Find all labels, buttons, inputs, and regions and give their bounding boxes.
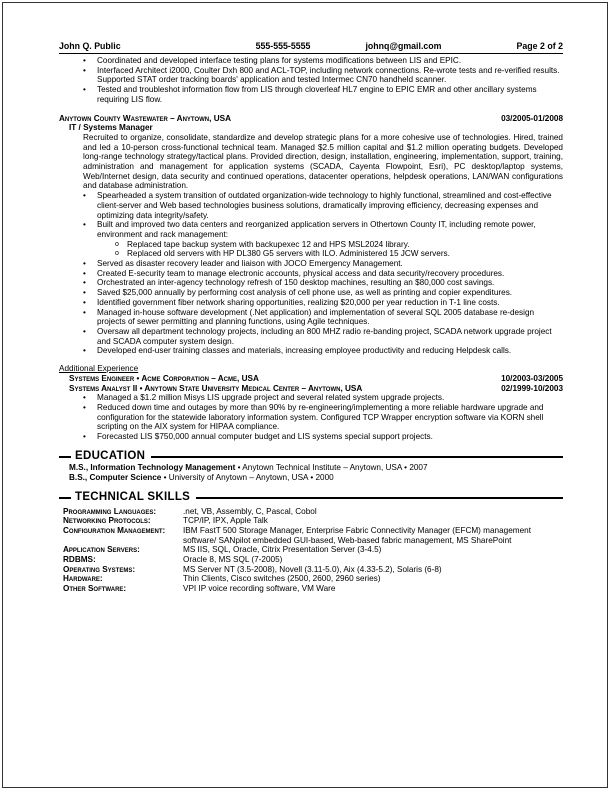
skill-values: MS IIS, SQL, Oracle, Citrix Presentation Server (3-4.5) xyxy=(183,545,382,555)
skill-values: VPI IP voice recording software, VM Ware xyxy=(183,584,336,594)
additional-row-dates: 02/1999-10/2003 xyxy=(501,383,563,393)
skill-category: Application Servers: xyxy=(63,545,140,555)
header-phone: 555-555-5555 xyxy=(255,41,311,51)
header-divider xyxy=(59,53,563,54)
skill-values: MS Server NT (3.5-2008), Novell (3.11-5.0), Aix (4.33-5.2), Solaris (6-8) xyxy=(183,564,442,574)
list-item: • Identified government fiber network sharing opportunities, realizing $20,000 per year reduction in T-1 line costs. xyxy=(59,298,563,308)
job-bullet-list-b xyxy=(59,259,563,356)
skill-values: Thin Clients, Cisco switches (2500, 2600, 2960 series) xyxy=(183,574,381,584)
table-row xyxy=(63,565,563,575)
list-item: • Managed in-house software development (.Net application) and implementation of several SQL 2005 database re-design projects of sewer permitting and planning functions, using Agile techniques. xyxy=(59,308,563,327)
skills-table xyxy=(63,507,563,594)
list-item: • Tested and troubleshot information flow from LIS through cloverleaf HL7 engine to EPIC EMR and other ancillary systems requiring LIS flow. xyxy=(59,85,563,104)
list-item: • Interfaced Architect i2000, Coulter Dxh 800 and ACL-TOP, including network connections. Re-wrote tests and re-verified results. Supported STAT order tracking boards' application and tested Intermec CN70 handheld scanner. xyxy=(59,66,563,85)
section-rule-right xyxy=(196,497,563,499)
list-item: • Built and improved two data centers and reorganized application servers in Othertown County IT, including remote power, environment and rack management: xyxy=(59,220,563,239)
section-rule-left xyxy=(59,497,71,499)
list-item: • Forecasted LIS $750,000 annual computer budget and LIS systems special support projects. xyxy=(59,432,563,442)
skill-category: Networking Protocols: xyxy=(63,516,151,526)
job-sub-bullet-list xyxy=(59,240,563,259)
resume-content xyxy=(59,41,563,594)
table-row xyxy=(63,584,563,594)
education-item xyxy=(59,463,563,473)
list-item: • Saved $25,000 annually by performing cost analysis of cell phone use, as well as printing and copier expenditures. xyxy=(59,288,563,298)
education-heading-text: EDUCATION xyxy=(75,449,146,462)
skill-category: Configuration Management: xyxy=(63,525,166,535)
resume-page xyxy=(2,2,608,788)
skill-values: IBM FastT 500 Storage Manager, Enterprise Fabric Connectivity Manager (EFCM) management software/ SANpilot embedded GUI-based, Web-based fabric management, MS SharePoint xyxy=(183,525,531,545)
education-item xyxy=(59,473,563,483)
additional-experience-heading: Additional Experience xyxy=(59,364,139,374)
table-row xyxy=(63,545,563,555)
job-bullet-list-a xyxy=(59,191,563,240)
education-details: • Anytown Technical Institute – Anytown, USA • 2007 xyxy=(235,463,428,473)
header-name: John Q. Public xyxy=(59,41,121,51)
additional-row-role: Systems Analyst II • Anytown State University Medical Center – Anytown, USA xyxy=(69,383,363,393)
job-employer: Anytown County Wastewater – Anytown, USA xyxy=(59,113,231,123)
table-row xyxy=(63,555,563,565)
list-item: • Developed end-user training classes and materials, increasing employee productivity and reducing Helpdesk calls. xyxy=(59,346,563,356)
list-item: • Orchestrated an inter-agency technology refresh of 150 desktop machines, resulting an $80,000 cost savings. xyxy=(59,278,563,288)
header-email: johnq@gmail.com xyxy=(365,41,442,51)
list-item: • Created E-security team to manage electronic accounts, physical access and data security/recovery procedures. xyxy=(59,269,563,279)
skills-section-heading xyxy=(59,490,563,503)
skill-category: Other Software: xyxy=(63,584,127,594)
table-row xyxy=(63,507,563,517)
additional-row-role: Systems Engineer • Acme Corporation – Acme, USA xyxy=(69,373,259,383)
page-header xyxy=(59,41,563,52)
list-item: • Oversaw all department technology projects, including an 800 MHZ radio re-banding project, SCADA network upgrade project and SCADA computer system design. xyxy=(59,327,563,346)
additional-row-dates: 10/2003-03/2005 xyxy=(501,373,563,383)
job-header xyxy=(59,114,563,124)
skill-category: RDBMS: xyxy=(63,555,96,565)
table-row xyxy=(63,526,563,545)
job-summary: Recruited to organize, consolidate, standardize and develop strategic plans for a more cohesive use of technologies. Hired, trained and led a 10-person cross-functional technical team. Managed $2.5 million capital and $1.2 million operating budgets. Developed long-range technology strategy/tactical plans. Provided direction, design, installation, engineering, implementation, support, training, administration and management for application systems (SCADA, Cayenta Flowpoint, Esri), PC desktop/laptop systems, Web/Internet design, data security and continued operations, datacenter operations, helpdesk operations, LAN/WAN configurations and database administration. xyxy=(83,132,563,191)
education-section-heading xyxy=(59,449,563,462)
list-item: • Spearheaded a system transition of outdated organization-wide technology to highly functional, streamlined and cost-effective client-server and Web based technologies business solutions, dramatically improving efficiency, decreasing expenses and optimizing data integrity/safety. xyxy=(59,191,563,220)
additional-bullet-list xyxy=(59,393,563,442)
section-rule-right xyxy=(151,456,563,458)
education-degree: B.S., Computer Science xyxy=(69,473,162,483)
job-dates: 03/2005-01/2008 xyxy=(501,113,563,123)
additional-row xyxy=(59,384,563,394)
list-item: o Replaced tape backup system with backupexec 12 and HPS MSL2024 library. xyxy=(59,240,563,250)
table-row xyxy=(63,516,563,526)
skill-values: .net, VB, Assembly, C, Pascal, Cobol xyxy=(183,506,317,516)
additional-row xyxy=(59,374,563,384)
skills-heading-text: TECHNICAL SKILLS xyxy=(75,490,191,503)
list-item: • Managed a $1.2 million Misys LIS upgrade project and several related system upgrade projects. xyxy=(59,393,563,403)
continued-bullet-list xyxy=(59,56,563,105)
list-item: • Coordinated and developed interface testing plans for systems modifications between LIS and EPIC. xyxy=(59,56,563,66)
header-page-number: Page 2 of 2 xyxy=(516,41,563,51)
education-details: • University of Anytown – Anytown, USA • 2000 xyxy=(161,473,334,483)
table-row xyxy=(63,574,563,584)
skill-category: Hardware: xyxy=(63,574,103,584)
skill-values: Oracle 8, MS SQL (7-2005) xyxy=(183,555,283,565)
list-item: o Replaced old servers with HP DL380 G5 servers with ILO. Administered 15 JCW servers. xyxy=(59,249,563,259)
education-degree: M.S., Information Technology Management xyxy=(69,463,236,473)
skill-category: Programming Languages: xyxy=(63,506,157,516)
skill-values: TCP/IP, IPX, Apple Talk xyxy=(183,516,268,526)
skill-category: Operating Systems: xyxy=(63,564,136,574)
list-item: • Reduced down time and outages by more than 90% by re-engineering/implementing a more reliable hardware upgrade and configuration for the statewide laboratory information system. Configured TCP Wrapper encryption software via KORN shell scripting on the AIX system for HIPAA compliance. xyxy=(59,403,563,432)
job-title: IT / Systems Manager xyxy=(69,123,153,133)
list-item: • Served as disaster recovery leader and liaison with JOCO Emergency Management. xyxy=(59,259,563,269)
section-rule-left xyxy=(59,456,71,458)
